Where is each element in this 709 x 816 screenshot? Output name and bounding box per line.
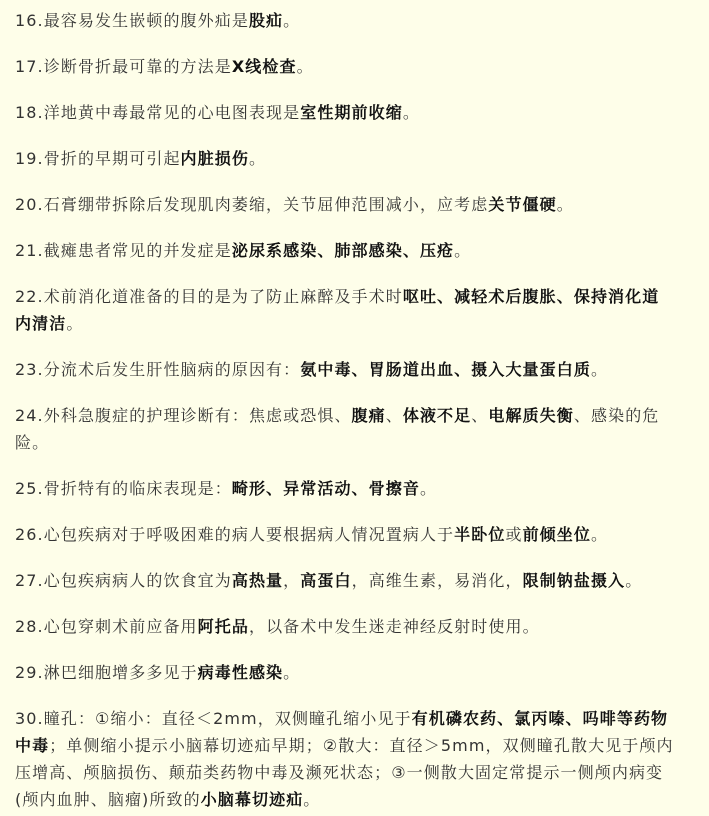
text-segment: 。 <box>283 11 301 30</box>
bold-text: 内脏损伤 <box>180 149 249 168</box>
list-item <box>15 402 709 456</box>
text-segment: 。 <box>590 525 609 544</box>
list-item <box>15 521 709 548</box>
text-segment: ，高维生素，易消化， <box>351 571 523 590</box>
text-segment: 26.心包疾病对于呼吸困难的病人要根据病人情况置病人于 <box>15 525 455 544</box>
bold-text: 腹痛 <box>351 406 386 425</box>
bold-text: 有机磷农药、氯丙嗪、吗啡等药物 <box>411 709 669 728</box>
bold-text: 中毒 <box>15 736 50 755</box>
text-segment: 25.骨折特有的临床表现是： <box>15 479 232 498</box>
bold-text: 股疝 <box>248 11 284 30</box>
bold-text: 呕吐、减轻术后腹胀、保持消化道 <box>402 287 660 306</box>
text-segment: 。 <box>66 314 84 333</box>
bold-text: 内清洁 <box>15 314 67 333</box>
text-line <box>15 429 705 456</box>
text-line <box>15 705 705 732</box>
text-segment: 29.淋巴细胞增多多见于 <box>15 663 198 682</box>
text-segment: 、感染的危 <box>573 406 660 425</box>
bold-text: 前倾坐位 <box>522 525 591 544</box>
text-segment: 17.诊断骨折最可靠的方法是 <box>15 57 232 76</box>
text-segment: ；单侧缩小提示小脑幕切迹疝早期；②散大：直径＞5mm，双侧瞳孔散大见于颅内 <box>49 736 674 755</box>
text-segment: ， <box>283 571 301 590</box>
text-line <box>15 7 705 34</box>
bold-text: X线检查 <box>231 57 297 76</box>
text-segment: 。 <box>248 149 267 168</box>
bold-text: 半卧位 <box>454 525 506 544</box>
text-segment: 。 <box>625 571 643 590</box>
list-item <box>15 99 709 126</box>
text-segment: 24.外科急腹症的护理诊断有：焦虑或恐惧、 <box>15 406 352 425</box>
text-line <box>15 356 705 383</box>
text-segment: 。 <box>283 663 301 682</box>
bold-text: 高热量 <box>231 571 284 590</box>
text-segment: 。 <box>303 790 321 809</box>
text-segment: 险。 <box>15 433 50 452</box>
text-line <box>15 145 705 172</box>
text-line <box>15 475 705 502</box>
text-segment: 、 <box>471 406 489 425</box>
text-segment: 18.洋地黄中毒最常见的心电图表现是 <box>15 103 301 122</box>
text-line <box>15 759 705 786</box>
text-segment: 20.石膏绷带拆除后发现肌肉萎缩，关节屈伸范围减小，应考虑 <box>15 195 489 214</box>
text-line <box>15 283 705 310</box>
text-segment: 16.最容易发生嵌顿的腹外疝是 <box>15 11 249 30</box>
list-item <box>15 145 709 172</box>
list-item <box>15 7 709 34</box>
text-segment: 23.分流术后发生肝性脑病的原因有： <box>15 360 301 379</box>
text-segment: 19.骨折的早期可引起 <box>15 149 181 168</box>
bold-text: 限制钠盐摄入 <box>522 571 626 590</box>
list-item <box>15 613 709 640</box>
list-item <box>15 53 709 80</box>
text-segment: 22.术前消化道准备的目的是为了防止麻醉及手术时 <box>15 287 403 306</box>
text-line <box>15 613 705 640</box>
text-segment: 27.心包疾病病人的饮食宜为 <box>15 571 232 590</box>
text-line <box>15 191 705 218</box>
bold-text: 关节僵硬 <box>488 195 557 214</box>
text-segment: 21.截瘫患者常见的并发症是 <box>15 241 232 260</box>
list-item <box>15 283 709 337</box>
text-line <box>15 786 705 813</box>
text-line <box>15 659 705 686</box>
list-item <box>15 567 709 594</box>
text-segment: 。 <box>454 241 472 260</box>
text-line <box>15 237 705 264</box>
bold-text: 阿托品 <box>197 617 249 636</box>
list-item <box>15 475 709 502</box>
bold-text: 氨中毒、胃肠道出血、摄入大量蛋白质 <box>300 360 591 379</box>
bold-text: 高蛋白 <box>300 571 352 590</box>
bold-text: 小脑幕切迹疝 <box>200 790 304 809</box>
bold-text: 畸形、异常活动、骨擦音 <box>231 479 420 498</box>
list-item <box>15 705 709 813</box>
text-line <box>15 310 705 337</box>
bold-text: 泌尿系感染、肺部感染、压疮 <box>231 241 455 260</box>
text-line <box>15 53 705 80</box>
list-item <box>15 237 709 264</box>
text-segment: (颅内血肿、脑瘤)所致的 <box>15 790 201 809</box>
bold-text: 电解质失衡 <box>488 406 574 425</box>
text-line <box>15 99 705 126</box>
text-segment: 、 <box>385 406 403 425</box>
text-segment: 30.瞳孔：①缩小：直径＜2mm，双侧瞳孔缩小见于 <box>15 709 412 728</box>
text-segment: 。 <box>296 57 314 76</box>
bold-text: 体液不足 <box>402 406 472 425</box>
bold-text: 室性期前收缩 <box>300 103 403 122</box>
bold-text: 病毒性感染 <box>197 663 284 682</box>
text-segment: 或 <box>505 525 523 544</box>
text-line <box>15 521 705 548</box>
list-item <box>15 356 709 383</box>
list-item <box>15 659 709 686</box>
text-segment: 。 <box>419 479 438 498</box>
text-line <box>15 567 705 594</box>
list-item <box>15 191 709 218</box>
text-line <box>15 402 705 429</box>
text-line <box>15 732 705 759</box>
text-segment: 。 <box>590 360 609 379</box>
text-segment: 压增高、颅脑损伤、颠茄类药物中毒及濒死状态；③一侧散大固定常提示一侧颅内病变 <box>15 763 664 782</box>
text-segment: 28.心包穿刺术前应备用 <box>15 617 198 636</box>
text-segment: ，以备术中发生迷走神经反射时使用。 <box>248 617 540 636</box>
text-segment: 。 <box>402 103 420 122</box>
text-segment: 。 <box>556 195 574 214</box>
